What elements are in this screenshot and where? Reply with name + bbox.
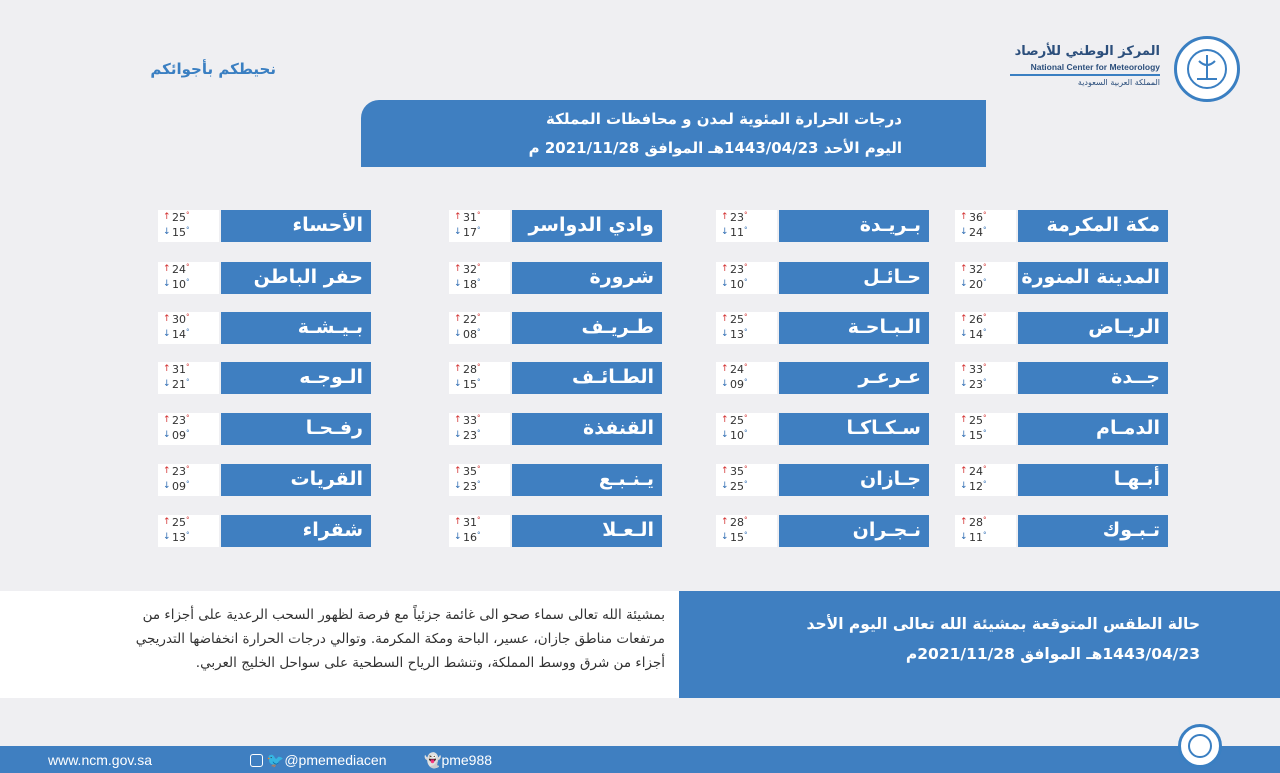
min-temp-value: 13 [172, 531, 186, 544]
min-temp: 15° [463, 378, 481, 391]
max-temp: 33° [969, 363, 987, 376]
max-arrow-icon: ↑ [960, 466, 968, 476]
min-temp: 13° [730, 328, 748, 341]
city-name: عـرعـر [779, 362, 929, 394]
city-row [716, 515, 929, 547]
city-row [158, 362, 371, 394]
city-temps [158, 515, 219, 547]
max-temp-value: 31 [463, 516, 477, 529]
logo-name-en: National Center for Meteorology [1030, 62, 1160, 72]
city-row [158, 262, 371, 294]
city-temps [158, 464, 219, 496]
max-temp-value: 32 [969, 263, 983, 276]
max-arrow-icon: ↑ [721, 212, 729, 222]
max-arrow-icon: ↑ [454, 517, 462, 527]
max-temp-value: 35 [730, 465, 744, 478]
min-arrow-icon: ↓ [163, 481, 171, 491]
max-temp: 25° [730, 414, 748, 427]
min-arrow-icon: ↓ [721, 532, 729, 542]
city-temps [449, 464, 510, 496]
max-temp: 31° [172, 363, 190, 376]
city-temps [955, 413, 1016, 445]
city-row [716, 413, 929, 445]
min-temp: 15° [172, 226, 190, 239]
min-arrow-icon: ↓ [960, 329, 968, 339]
min-temp-value: 08 [463, 328, 477, 341]
city-temps [716, 210, 777, 242]
max-temp-value: 28 [730, 516, 744, 529]
city-name: جــدة [1018, 362, 1168, 394]
max-temp-value: 36 [969, 211, 983, 224]
max-arrow-icon: ↑ [454, 264, 462, 274]
city-temps [449, 312, 510, 344]
max-arrow-icon: ↑ [960, 314, 968, 324]
max-arrow-icon: ↑ [163, 517, 171, 527]
max-arrow-icon: ↑ [163, 364, 171, 374]
weather-description [0, 591, 679, 698]
min-temp: 09° [172, 480, 190, 493]
max-temp: 25° [969, 414, 987, 427]
city-temps [158, 262, 219, 294]
city-temps [158, 210, 219, 242]
min-arrow-icon: ↓ [163, 227, 171, 237]
min-temp: 23° [463, 429, 481, 442]
min-arrow-icon: ↓ [163, 329, 171, 339]
min-temp-value: 20 [969, 278, 983, 291]
city-name: الـبـاحـة [779, 312, 929, 344]
min-temp: 25° [730, 480, 748, 493]
max-arrow-icon: ↑ [163, 466, 171, 476]
min-temp-value: 12 [969, 480, 983, 493]
city-name: تـبـوك [1018, 515, 1168, 547]
min-arrow-icon: ↓ [454, 481, 462, 491]
min-arrow-icon: ↓ [960, 532, 968, 542]
min-temp-value: 10 [730, 429, 744, 442]
max-temp: 36° [969, 211, 987, 224]
city-temps [955, 312, 1016, 344]
city-name: الريـاض [1018, 312, 1168, 344]
max-temp: 22° [463, 313, 481, 326]
max-arrow-icon: ↑ [960, 364, 968, 374]
min-arrow-icon: ↓ [960, 430, 968, 440]
snapchat-handle-text: pme988 [441, 752, 493, 768]
max-temp-value: 24 [969, 465, 983, 478]
city-row [955, 210, 1168, 242]
max-temp: 32° [969, 263, 987, 276]
footer-emblem-icon [1178, 724, 1222, 768]
min-temp: 23° [969, 378, 987, 391]
max-arrow-icon: ↑ [454, 466, 462, 476]
city-name: رفـحـا [221, 413, 371, 445]
min-temp: 10° [172, 278, 190, 291]
max-arrow-icon: ↑ [163, 415, 171, 425]
max-arrow-icon: ↑ [454, 415, 462, 425]
max-arrow-icon: ↑ [454, 314, 462, 324]
min-temp: 12° [969, 480, 987, 493]
min-temp-value: 15 [730, 531, 744, 544]
max-arrow-icon: ↑ [721, 415, 729, 425]
website-link[interactable]: www.ncm.gov.sa [48, 752, 152, 768]
title-line1: درجات الحرارة المئوية لمدن و محافظات المملكة [546, 110, 902, 128]
max-temp-value: 25 [730, 414, 744, 427]
logo-name-ar: المركز الوطني للأرصاد [1014, 44, 1160, 59]
max-arrow-icon: ↑ [721, 314, 729, 324]
max-arrow-icon: ↑ [960, 415, 968, 425]
city-name: الطـائـف [512, 362, 662, 394]
min-arrow-icon: ↓ [721, 279, 729, 289]
min-arrow-icon: ↓ [960, 481, 968, 491]
min-temp: 11° [730, 226, 748, 239]
max-temp: 26° [969, 313, 987, 326]
min-temp: 11° [969, 531, 987, 544]
city-name: شقراء [221, 515, 371, 547]
logo-country-ar: المملكة العربية السعودية [1077, 78, 1160, 87]
max-temp-value: 35 [463, 465, 477, 478]
min-temp-value: 10 [730, 278, 744, 291]
min-temp: 16° [463, 531, 481, 544]
city-row [955, 362, 1168, 394]
min-temp-value: 23 [463, 480, 477, 493]
max-temp-value: 25 [730, 313, 744, 326]
state-line2: 1443/04/23هـ الموافق 2021/11/28م [905, 645, 1200, 663]
city-temps [449, 210, 510, 242]
social-handle[interactable] [250, 752, 386, 769]
max-temp: 25° [172, 211, 190, 224]
city-row [449, 210, 662, 242]
min-temp-value: 18 [463, 278, 477, 291]
max-temp: 32° [463, 263, 481, 276]
max-temp: 25° [172, 516, 190, 529]
city-temps [955, 210, 1016, 242]
min-temp: 24° [969, 226, 987, 239]
description-line1: بمشيئة الله تعالى سماء صحو الى غائمة جزئياً مع فرصة لظهور السحب الرعدية على أجزاء من [142, 607, 665, 623]
min-arrow-icon: ↓ [163, 532, 171, 542]
min-arrow-icon: ↓ [454, 532, 462, 542]
max-temp-value: 28 [463, 363, 477, 376]
city-row [716, 312, 929, 344]
city-name: الـوجـه [221, 362, 371, 394]
max-temp: 28° [463, 363, 481, 376]
city-name: حـائـل [779, 262, 929, 294]
min-temp: 09° [172, 429, 190, 442]
city-temps [955, 262, 1016, 294]
city-row [449, 262, 662, 294]
max-arrow-icon: ↑ [960, 212, 968, 222]
min-temp-value: 15 [172, 226, 186, 239]
footer [0, 746, 1280, 773]
max-arrow-icon: ↑ [721, 517, 729, 527]
ncm-logo [1010, 36, 1240, 106]
min-temp-value: 10 [172, 278, 186, 291]
city-name: القنفذة [512, 413, 662, 445]
min-arrow-icon: ↓ [960, 379, 968, 389]
snapchat-icon: 👻 [424, 752, 442, 768]
max-temp: 33° [463, 414, 481, 427]
city-row [158, 413, 371, 445]
min-temp-value: 23 [969, 378, 983, 391]
city-temps [716, 312, 777, 344]
social-handle-text: @pmemediacen [284, 752, 387, 768]
city-row [158, 464, 371, 496]
title-line2: اليوم الأحد 1443/04/23هـ الموافق 2021/11/28 م [528, 139, 902, 157]
title-banner [361, 100, 986, 167]
city-row [449, 464, 662, 496]
min-arrow-icon: ↓ [163, 430, 171, 440]
max-temp: 24° [172, 263, 190, 276]
min-temp-value: 14 [172, 328, 186, 341]
min-arrow-icon: ↓ [454, 329, 462, 339]
min-temp-value: 09 [172, 480, 186, 493]
min-arrow-icon: ↓ [960, 227, 968, 237]
min-temp-value: 15 [969, 429, 983, 442]
max-temp-value: 31 [172, 363, 186, 376]
min-temp: 20° [969, 278, 987, 291]
city-temps [716, 413, 777, 445]
city-name: المدينة المنورة [1018, 262, 1168, 294]
min-temp-value: 11 [969, 531, 983, 544]
city-name: جـازان [779, 464, 929, 496]
city-temps [449, 262, 510, 294]
max-arrow-icon: ↑ [163, 314, 171, 324]
city-name: وادي الدواسر [512, 210, 662, 242]
min-temp: 10° [730, 429, 748, 442]
city-name: القريات [221, 464, 371, 496]
min-arrow-icon: ↓ [721, 329, 729, 339]
max-temp: 35° [730, 465, 748, 478]
city-temps [158, 413, 219, 445]
max-temp-value: 23 [730, 263, 744, 276]
min-temp-value: 09 [730, 378, 744, 391]
max-temp-value: 23 [172, 414, 186, 427]
city-row [716, 464, 929, 496]
max-temp-value: 22 [463, 313, 477, 326]
min-arrow-icon: ↓ [454, 430, 462, 440]
max-arrow-icon: ↑ [960, 264, 968, 274]
city-name: الأحساء [221, 210, 371, 242]
min-temp: 14° [172, 328, 190, 341]
min-arrow-icon: ↓ [454, 379, 462, 389]
min-temp-value: 11 [730, 226, 744, 239]
city-temps [955, 362, 1016, 394]
min-arrow-icon: ↓ [721, 227, 729, 237]
min-temp: 10° [730, 278, 748, 291]
min-arrow-icon: ↓ [960, 279, 968, 289]
min-temp-value: 16 [463, 531, 477, 544]
max-temp: 31° [463, 516, 481, 529]
max-arrow-icon: ↑ [721, 466, 729, 476]
city-row [955, 312, 1168, 344]
city-row [158, 210, 371, 242]
min-temp: 21° [172, 378, 190, 391]
city-name: الدمـام [1018, 413, 1168, 445]
city-name: سـكـاكـا [779, 413, 929, 445]
max-temp-value: 25 [969, 414, 983, 427]
city-name: أبـهـا [1018, 464, 1168, 496]
max-temp: 24° [969, 465, 987, 478]
min-arrow-icon: ↓ [721, 379, 729, 389]
city-temps [716, 362, 777, 394]
min-arrow-icon: ↓ [454, 279, 462, 289]
max-temp-value: 26 [969, 313, 983, 326]
city-name: حفر الباطن [221, 262, 371, 294]
max-arrow-icon: ↑ [454, 364, 462, 374]
max-temp: 24° [730, 363, 748, 376]
min-temp-value: 13 [730, 328, 744, 341]
min-arrow-icon: ↓ [163, 279, 171, 289]
max-arrow-icon: ↑ [454, 212, 462, 222]
city-row [716, 210, 929, 242]
max-temp-value: 25 [172, 211, 186, 224]
max-temp: 25° [730, 313, 748, 326]
max-temp: 35° [463, 465, 481, 478]
ncm-emblem-icon [1174, 36, 1240, 102]
min-temp: 14° [969, 328, 987, 341]
weather-state-banner [679, 591, 1280, 698]
max-temp: 30° [172, 313, 190, 326]
city-row [955, 515, 1168, 547]
max-temp: 23° [730, 211, 748, 224]
max-temp-value: 23 [730, 211, 744, 224]
city-temps [449, 362, 510, 394]
max-arrow-icon: ↑ [721, 264, 729, 274]
max-temp: 23° [172, 414, 190, 427]
min-temp-value: 24 [969, 226, 983, 239]
min-temp: 13° [172, 531, 190, 544]
slogan: نحيطكم بأجوائكم [150, 60, 276, 78]
city-row [955, 262, 1168, 294]
city-name: شرورة [512, 262, 662, 294]
city-temps [716, 515, 777, 547]
twitter-icon: 🐦 [266, 752, 285, 768]
max-temp-value: 30 [172, 313, 186, 326]
city-row [158, 312, 371, 344]
city-temps [449, 413, 510, 445]
max-temp-value: 24 [172, 263, 186, 276]
min-arrow-icon: ↓ [454, 227, 462, 237]
max-temp: 23° [730, 263, 748, 276]
min-arrow-icon: ↓ [163, 379, 171, 389]
min-temp: 09° [730, 378, 748, 391]
min-arrow-icon: ↓ [721, 481, 729, 491]
min-temp: 15° [969, 429, 987, 442]
city-name: نـجـران [779, 515, 929, 547]
min-temp-value: 09 [172, 429, 186, 442]
max-arrow-icon: ↑ [960, 517, 968, 527]
max-temp: 28° [730, 516, 748, 529]
city-row [449, 362, 662, 394]
min-temp: 23° [463, 480, 481, 493]
max-temp-value: 25 [172, 516, 186, 529]
city-temps [716, 262, 777, 294]
min-temp-value: 25 [730, 480, 744, 493]
city-temps [955, 464, 1016, 496]
max-temp-value: 24 [730, 363, 744, 376]
min-temp: 15° [730, 531, 748, 544]
city-name: يـنـبـع [512, 464, 662, 496]
max-temp-value: 31 [463, 211, 477, 224]
city-temps [158, 362, 219, 394]
description-line2: مرتفعات مناطق جازان، عسير، الباحة ومكة المكرمة. وتوالي درجات الحرارة انخفاضها التدريجي [135, 631, 665, 647]
snapchat-handle[interactable] [424, 752, 492, 769]
city-name: بـيـشـة [221, 312, 371, 344]
min-temp-value: 17 [463, 226, 477, 239]
min-arrow-icon: ↓ [721, 430, 729, 440]
max-arrow-icon: ↑ [163, 264, 171, 274]
city-row [955, 464, 1168, 496]
city-row [716, 262, 929, 294]
instagram-icon [250, 754, 263, 767]
city-name: بـريـدة [779, 210, 929, 242]
max-temp-value: 32 [463, 263, 477, 276]
max-temp: 23° [172, 465, 190, 478]
max-arrow-icon: ↑ [721, 364, 729, 374]
max-temp-value: 33 [463, 414, 477, 427]
description-line3: أجزاء من شرق ووسط المملكة، وتنشط الرياح السطحية على سواحل الخليج العربي. [195, 655, 665, 671]
min-temp-value: 14 [969, 328, 983, 341]
max-temp-value: 33 [969, 363, 983, 376]
state-line1: حالة الطقس المتوقعة بمشيئة الله تعالى اليوم الأحد [806, 615, 1200, 633]
city-row [449, 312, 662, 344]
min-temp: 18° [463, 278, 481, 291]
city-name: مكة المكرمة [1018, 210, 1168, 242]
city-temps [716, 464, 777, 496]
min-temp: 17° [463, 226, 481, 239]
min-temp-value: 15 [463, 378, 477, 391]
max-temp: 31° [463, 211, 481, 224]
max-arrow-icon: ↑ [163, 212, 171, 222]
city-name: طـريـف [512, 312, 662, 344]
min-temp-value: 21 [172, 378, 186, 391]
min-temp: 08° [463, 328, 481, 341]
city-row [158, 515, 371, 547]
min-temp-value: 23 [463, 429, 477, 442]
city-temps [955, 515, 1016, 547]
city-row [449, 413, 662, 445]
city-row [955, 413, 1168, 445]
city-temps [449, 515, 510, 547]
max-temp-value: 28 [969, 516, 983, 529]
max-temp: 28° [969, 516, 987, 529]
city-name: الـعـلا [512, 515, 662, 547]
city-row [449, 515, 662, 547]
max-temp-value: 23 [172, 465, 186, 478]
city-row [716, 362, 929, 394]
city-temps [158, 312, 219, 344]
